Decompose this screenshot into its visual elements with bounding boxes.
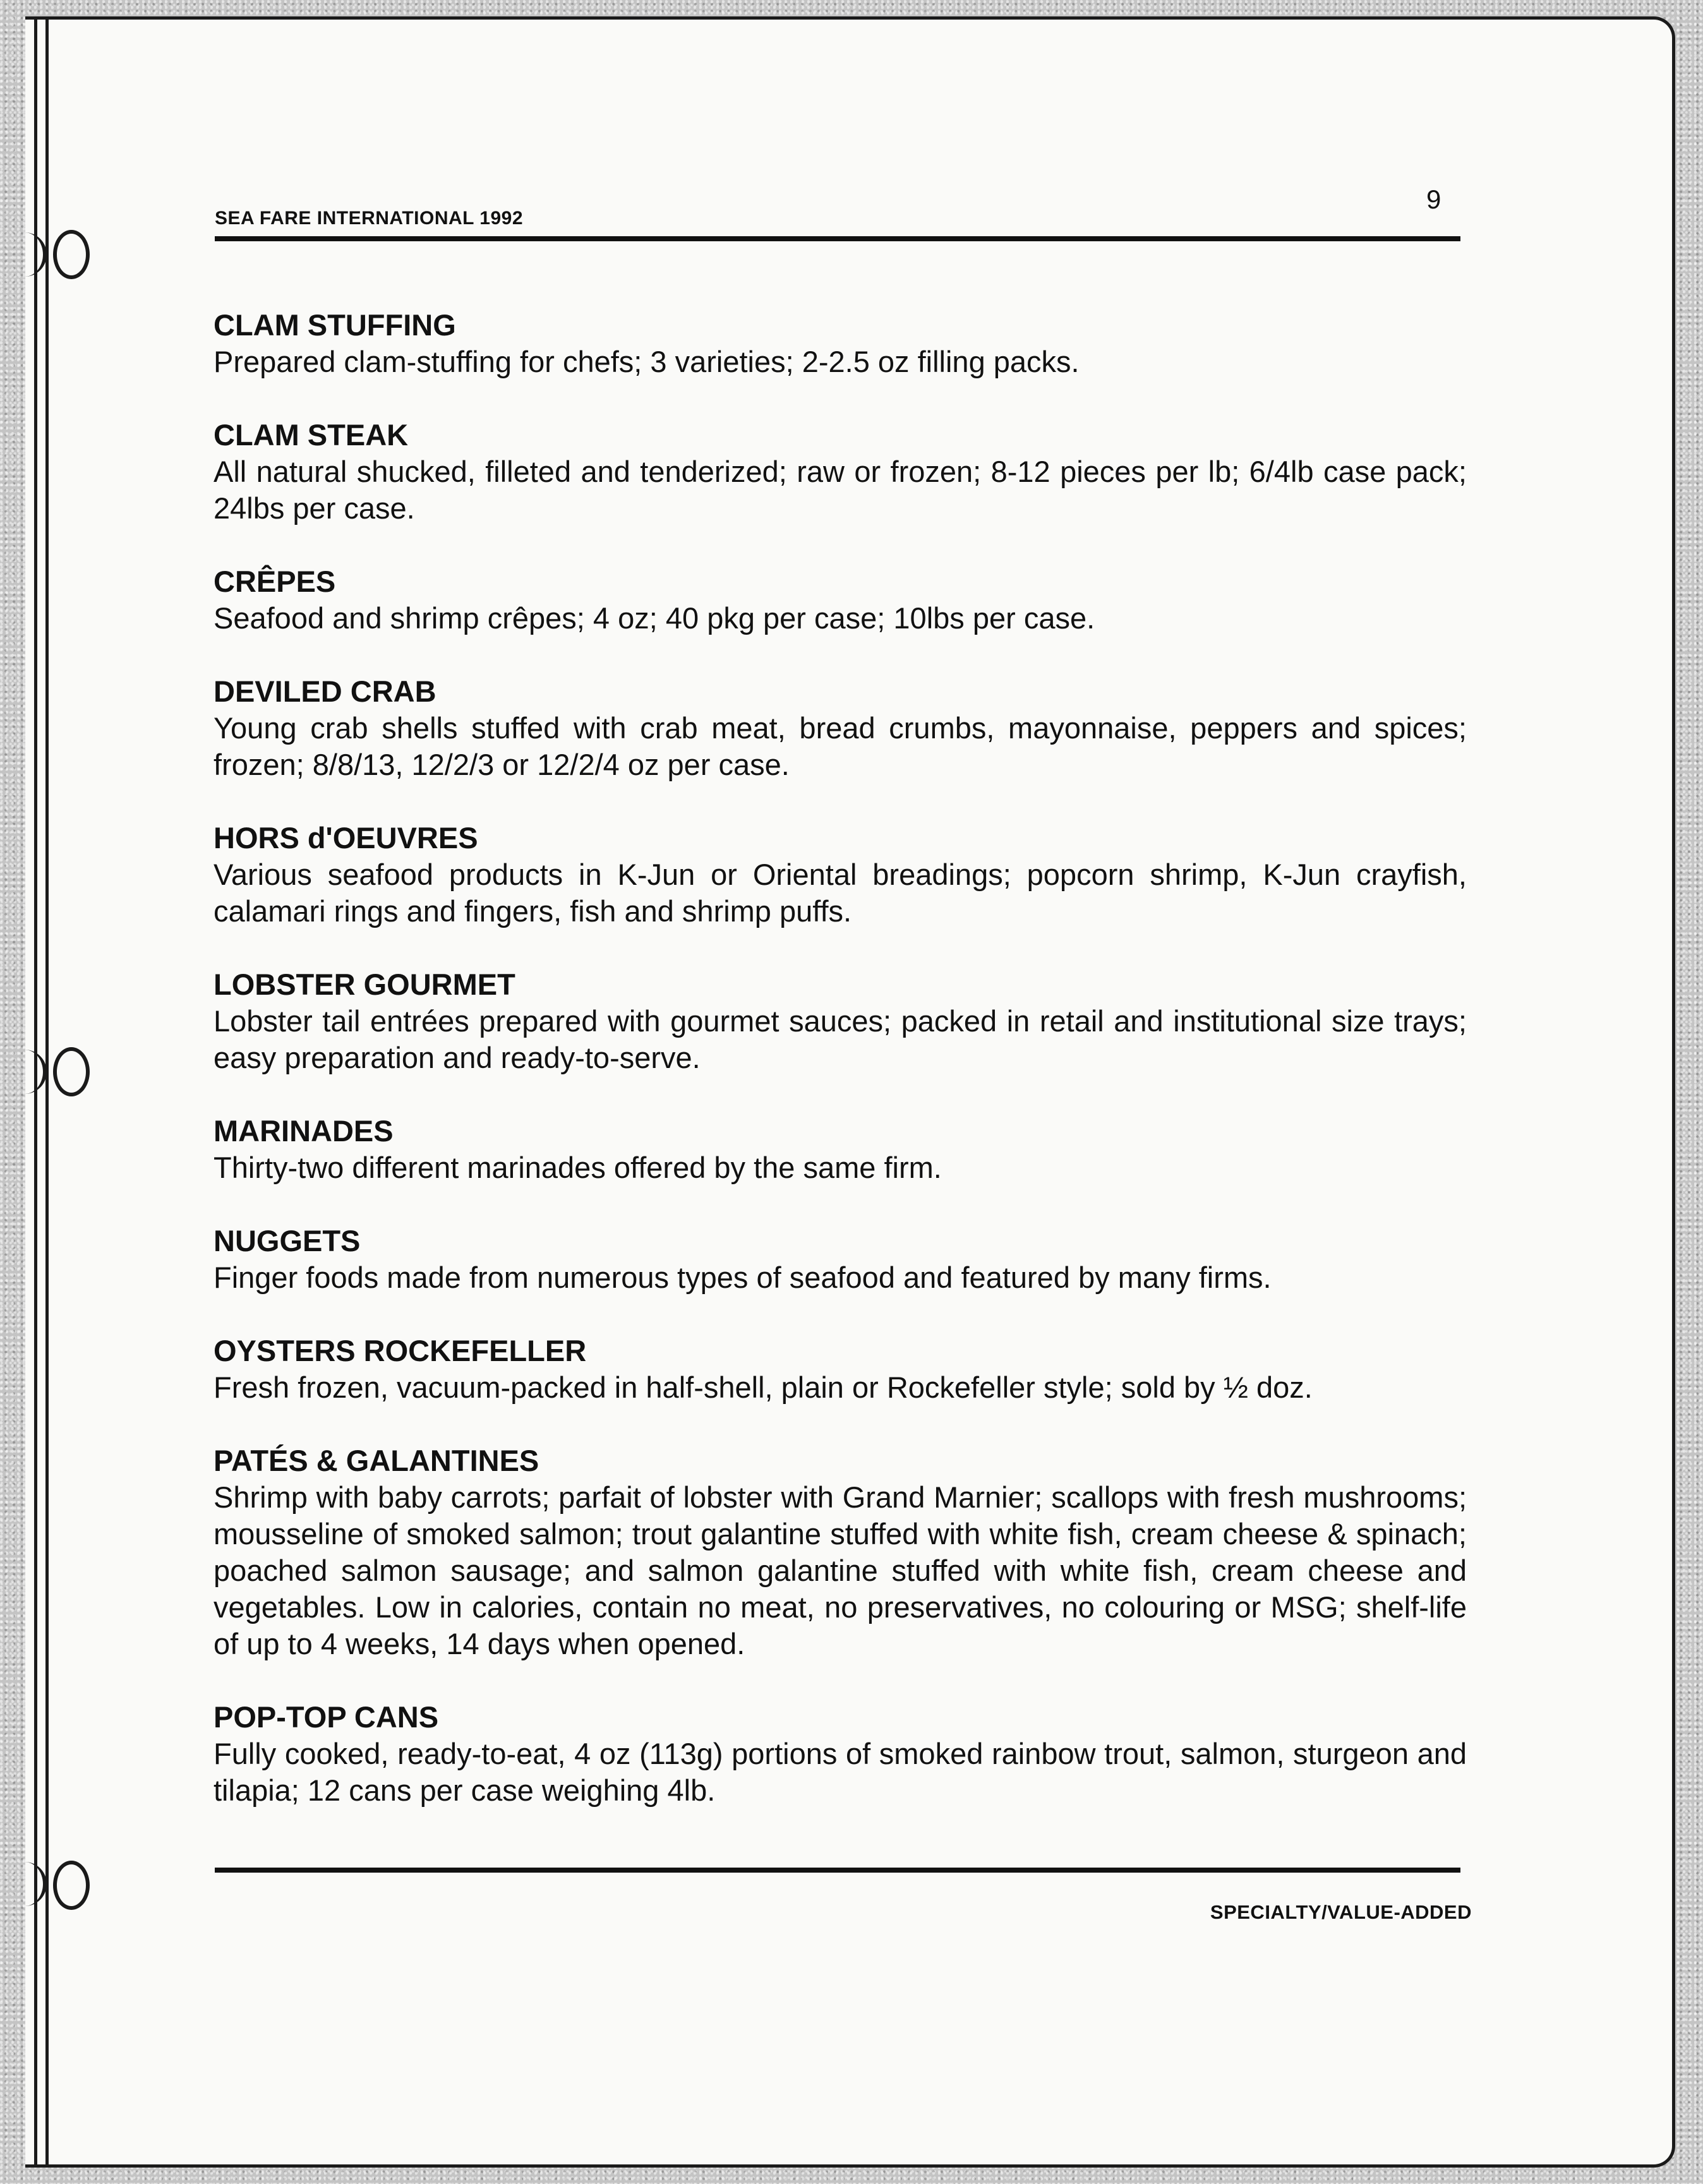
binder-line-inner: [45, 16, 49, 2168]
header-rule: [215, 236, 1460, 241]
entry-marinades: [214, 1113, 1467, 1186]
entry-clam-stuffing: [214, 307, 1467, 380]
entry-description: Shrimp with baby carrots; parfait of lobster with Grand Marnier; scallops with fresh mushrooms; mousseline of smoked salmon; trout galantine stuffed with white fish, cream cheese & spinach; poached salmon sausage; and salmon galantine stuffed with white fish, cream cheese and vegetables. Low in calories, contain no meat, no preservatives, no colouring or MSG; shelf-life of up to 4 weeks, 14 days when opened.: [214, 1480, 1467, 1660]
entry-description: Thirty-two different marinades offered by the same firm.: [214, 1151, 942, 1184]
page-number: 9: [1426, 184, 1441, 214]
entry-description: Prepared clam-stuffing for chefs; 3 varieties; 2-2.5 oz filling packs.: [214, 345, 1080, 378]
entry-title: CLAM STUFFING: [214, 308, 456, 342]
footer-label: SPECIALTY/VALUE-ADDED: [1210, 1901, 1472, 1923]
entry-description: Seafood and shrimp crêpes; 4 oz; 40 pkg per case; 10lbs per case.: [214, 601, 1095, 635]
binder-line-outer: [34, 16, 37, 2168]
entry-title: PATÉS & GALANTINES: [214, 1444, 539, 1477]
entry-description: Fully cooked, ready-to-eat, 4 oz (113g) portions of smoked rainbow trout, salmon, sturgeon and tilapia; 12 cans per case weighing 4lb.: [214, 1737, 1467, 1807]
binder-clip-bottom: [0, 1862, 47, 1906]
entry-pop-top-cans: [214, 1699, 1467, 1809]
entry-title: HORS d'OEUVRES: [214, 821, 478, 855]
entry-hors-doeuvres: [214, 820, 1467, 930]
entry-clam-steak: [214, 417, 1467, 527]
entry-description: Lobster tail entrées prepared with gourmet sauces; packed in retail and institutional size trays; easy preparation and ready-to-serve.: [214, 1004, 1467, 1074]
entry-lobster-gourmet: [214, 966, 1467, 1076]
binder-clip-top: [0, 232, 47, 277]
entry-title: CLAM STEAK: [214, 418, 409, 452]
entry-title: CRÊPES: [214, 565, 336, 598]
entry-description: Fresh frozen, vacuum-packed in half-shell, plain or Rockefeller style; sold by ½ doz.: [214, 1371, 1313, 1404]
entry-pates-galantines: [214, 1443, 1467, 1662]
entry-deviled-crab: [214, 673, 1467, 783]
footer-rule: [215, 1868, 1460, 1873]
entry-description: Finger foods made from numerous types of seafood and featured by many firms.: [214, 1261, 1272, 1294]
entry-description: All natural shucked, filleted and tenderized; raw or frozen; 8-12 pieces per lb; 6/4lb case pack; 24lbs per case.: [214, 455, 1467, 525]
entry-list: [214, 307, 1467, 1845]
binder-clip-middle: [0, 1050, 47, 1094]
entry-title: MARINADES: [214, 1114, 394, 1148]
entry-title: DEVILED CRAB: [214, 675, 436, 708]
entry-oysters-rockefeller: [214, 1333, 1467, 1406]
entry-title: LOBSTER GOURMET: [214, 968, 515, 1001]
binder-ring-bottom: [53, 1861, 90, 1910]
entry-title: OYSTERS ROCKEFELLER: [214, 1334, 587, 1367]
entry-title: POP-TOP CANS: [214, 1700, 439, 1734]
binder-ring-top: [53, 230, 90, 279]
binder-ring-middle: [53, 1047, 90, 1096]
entry-nuggets: [214, 1223, 1467, 1296]
entry-description: Young crab shells stuffed with crab meat, bread crumbs, mayonnaise, peppers and spices; frozen; 8/8/13, 12/2/3 or 12/2/4 oz per case.: [214, 711, 1467, 781]
entry-crepes: [214, 563, 1467, 637]
header-title: SEA FARE INTERNATIONAL 1992: [215, 208, 524, 229]
entry-description: Various seafood products in K-Jun or Oriental breadings; popcorn shrimp, K-Jun crayfish, calamari rings and fingers, fish and shrimp puffs.: [214, 858, 1467, 928]
entry-title: NUGGETS: [214, 1224, 361, 1257]
